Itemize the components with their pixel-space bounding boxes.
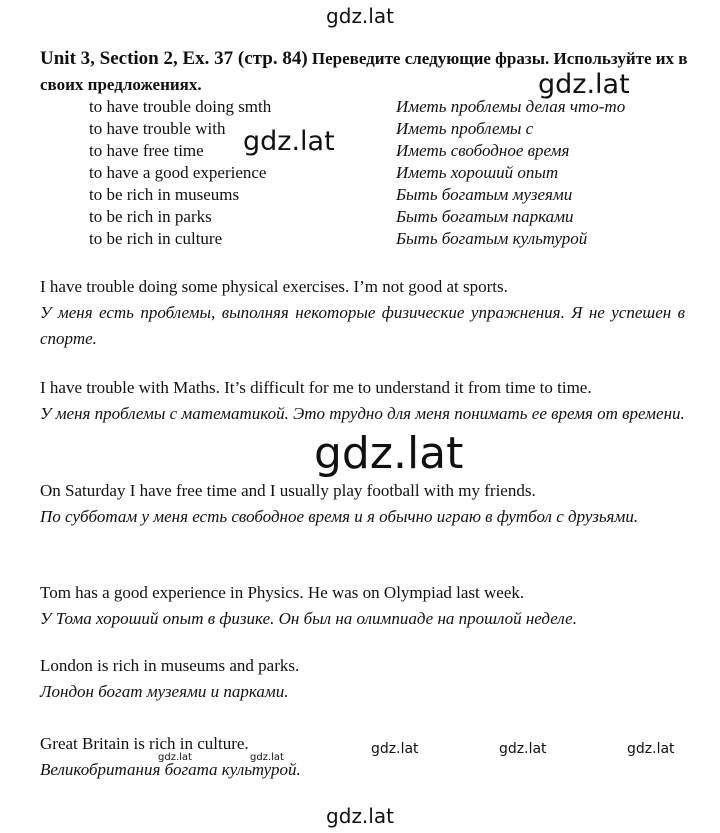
example-en: Tom has a good experience in Physics. He was on Olympiad last week. bbox=[40, 583, 525, 602]
phrase-ru: Быть богатым культурой bbox=[396, 229, 588, 248]
example-en: I have trouble with Maths. It’s difficult for me to understand it from time to time. bbox=[40, 378, 592, 397]
example-block bbox=[40, 731, 685, 783]
phrase-ru: Иметь хороший опыт bbox=[396, 163, 559, 182]
example-block bbox=[40, 274, 685, 352]
instruction-text: Переведите следующие фразы. Используйте их в своих предложениях. bbox=[40, 49, 688, 94]
watermark-small: gdz.lat bbox=[371, 741, 419, 757]
example-en: On Saturday I have free time and I usually play football with my friends. bbox=[40, 481, 536, 500]
phrase-ru: Иметь проблемы с bbox=[396, 119, 534, 138]
watermark-large: gdz.lat bbox=[538, 69, 630, 100]
phrase-en: to have a good experience bbox=[89, 163, 267, 182]
example-ru: У Тома хороший опыт в физике. Он был на олимпиаде на прошлой неделе. bbox=[40, 609, 577, 628]
phrase-ru: Иметь проблемы делая что-то bbox=[396, 97, 626, 116]
watermark-small: gdz.lat bbox=[499, 741, 547, 757]
phrase-ru: Быть богатым музеями bbox=[396, 185, 573, 204]
example-block bbox=[40, 653, 685, 705]
phrase-en: to have trouble with bbox=[89, 119, 226, 138]
example-ru: У меня проблемы с математикой. Это трудно для меня понимать ее время от времени. bbox=[40, 404, 685, 423]
watermark-tiny: gdz.lat bbox=[158, 752, 192, 763]
example-ru: По субботам у меня есть свободное время и я обычно играю в футбол с друзьями. bbox=[40, 507, 639, 526]
phrase-en: to be rich in museums bbox=[89, 185, 240, 204]
watermark-top: gdz.lat bbox=[326, 4, 394, 28]
example-ru: Великобритания богата культурой. bbox=[40, 760, 301, 779]
phrase-ru: Иметь свободное время bbox=[396, 141, 570, 160]
phrase-en: to be rich in parks bbox=[89, 207, 212, 226]
example-ru: У меня есть проблемы, выполняя некоторые физические упражнения. Я не успешен в спорте. bbox=[40, 303, 685, 348]
watermark-bottom: gdz.lat bbox=[326, 804, 394, 828]
example-block bbox=[40, 478, 685, 530]
example-ru: Лондон богат музеями и парками. bbox=[40, 682, 289, 701]
phrase-en: to have trouble doing smth bbox=[89, 97, 272, 116]
example-block bbox=[40, 580, 685, 632]
example-en: I have trouble doing some physical exercises. I’m not good at sports. bbox=[40, 277, 508, 296]
phrase-en: to be rich in culture bbox=[89, 229, 223, 248]
example-block bbox=[40, 375, 685, 427]
example-en: London is rich in museums and parks. bbox=[40, 656, 300, 675]
phrase-ru: Быть богатым парками bbox=[396, 207, 574, 226]
unit-reference: Unit 3, Section 2, Ex. 37 (стр. 84) bbox=[40, 48, 308, 69]
watermark-center: gdz.lat bbox=[314, 428, 464, 479]
watermark-small: gdz.lat bbox=[627, 741, 675, 757]
phrase-en: to have free time bbox=[89, 141, 204, 160]
example-en: Great Britain is rich in culture. bbox=[40, 734, 249, 753]
watermark-large: gdz.lat bbox=[243, 126, 335, 157]
watermark-tiny: gdz.lat bbox=[250, 752, 284, 763]
